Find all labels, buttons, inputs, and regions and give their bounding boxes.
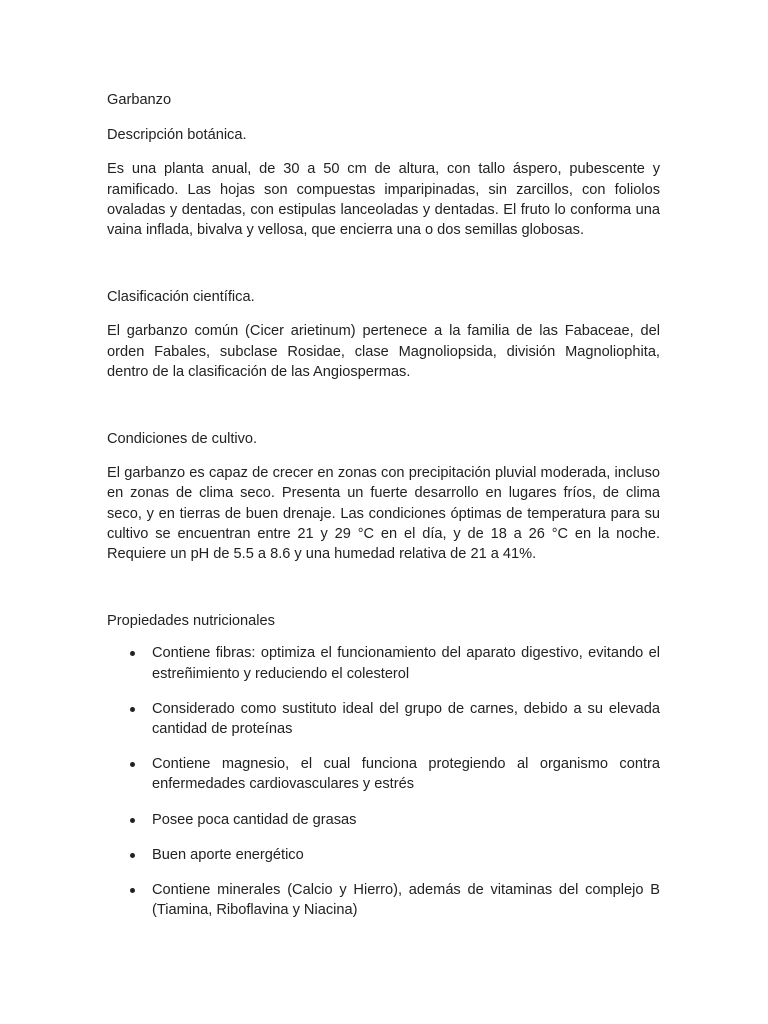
section-heading-propiedades: Propiedades nutricionales <box>107 613 275 630</box>
list-item-text: Contiene magnesio, el cual funciona protegiendo al organismo contra enfermedades cardiovasculares y estrés <box>152 756 660 793</box>
section-body-clasificacion: El garbanzo común (Cicer arietinum) pertenece a la familia de las Fabaceae, del orden Fabales, subclase Rosidae, clase Magnoliopsida, división Magnoliophita, dentro de la clasificación de las Angiospermas. <box>107 323 660 380</box>
section-body-descripcion: Es una planta anual, de 30 a 50 cm de altura, con tallo áspero, pubescente y ramificado. Las hojas son compuestas imparipinadas, sin zarcillos, con foliolos ovaladas y dentadas, con estipulas lanceoladas y dentadas. El fruto lo conforma una vaina inflada, bivalva y vellosa, que encierra una o dos semillas globosas. <box>107 161 660 239</box>
list-item <box>107 643 660 683</box>
bullet-icon <box>130 651 135 656</box>
list-item-text: Contiene fibras: optimiza el funcionamiento del aparato digestivo, evitando el estreñimiento y reduciendo el colesterol <box>152 645 660 682</box>
document-title: Garbanzo <box>107 92 172 108</box>
list-item <box>107 845 660 865</box>
list-item-text: Posee poca cantidad de grasas <box>152 811 357 828</box>
bullet-icon <box>130 853 135 858</box>
section-heading-clasificacion: Clasificación científica. <box>107 289 255 306</box>
list-item-text: Contiene minerales (Calcio y Hierro), además de vitaminas del complejo B (Tiamina, Riboflavina y Niacina) <box>152 882 660 919</box>
document-page <box>107 90 660 935</box>
list-item <box>107 880 660 920</box>
section-heading-descripcion: Descripción botánica. <box>107 127 247 144</box>
list-item-text: Buen aporte energético <box>152 846 304 863</box>
nutrition-list <box>107 643 660 920</box>
list-item <box>107 810 660 830</box>
bullet-icon <box>130 707 135 712</box>
list-item <box>107 699 660 739</box>
bullet-icon <box>130 818 135 823</box>
bullet-icon <box>130 762 135 767</box>
section-heading-condiciones: Condiciones de cultivo. <box>107 431 258 448</box>
list-item-text: Considerado como sustituto ideal del grupo de carnes, debido a su elevada cantidad de proteínas <box>152 700 660 738</box>
list-item <box>107 754 660 794</box>
bullet-icon <box>130 888 135 893</box>
section-body-condiciones: El garbanzo es capaz de crecer en zonas con precipitación pluvial moderada, incluso en zonas de clima seco. Presenta un fuerte desarrollo en lugares fríos, de clima seco, y en tierras de buen drenaje. Las condiciones óptimas de temperatura para su cultivo se encuentran entre 21 y 29 °C en el día, y de 18 a 26 °C en la noche. Requiere un pH de 5.5 a 8.6 y una humedad relativa de 21 a 41%. <box>107 465 660 563</box>
